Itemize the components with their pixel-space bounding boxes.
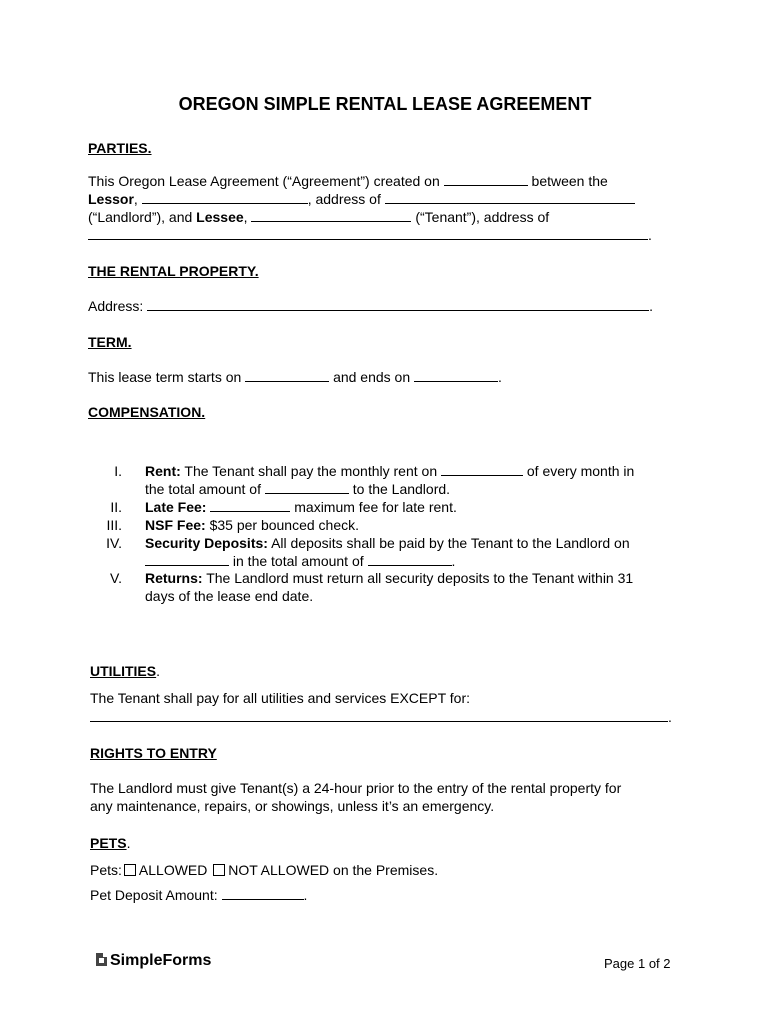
simpleforms-logo [96,951,211,971]
lessee-address-blank[interactable] [88,226,648,240]
lessor-address-blank[interactable] [385,190,635,204]
rights-to-entry-line-1: The Landlord must give Tenant(s) a 24-hour prior to the entry of the rental property for [90,780,622,796]
term-text: and ends on [333,369,411,385]
pets-heading-text: PETS [90,835,127,851]
period: . [451,553,456,569]
pet-deposit-label: Pet Deposit Amount: [90,887,218,903]
lessor-label: Lessor [88,191,134,207]
term-start-blank[interactable] [245,368,329,382]
pets-not-allowed-checkbox[interactable] [213,864,225,876]
security-deposits-label: Security Deposits: [145,535,268,551]
term-text: This lease term starts on [88,369,242,385]
period: . [648,227,652,243]
rental-property-heading: THE RENTAL PROPERTY. [88,263,259,279]
lessor-name-blank[interactable] [142,190,308,204]
utilities-exceptions-blank[interactable] [90,708,668,722]
parties-heading: PARTIES. [88,140,152,156]
term-end-blank[interactable] [414,368,498,382]
numeral-1: I. [114,463,122,479]
parties-line-1 [88,172,608,190]
parties-line-4 [88,226,652,244]
parties-text: (“Tenant”), address of [415,209,550,225]
term-heading: TERM. [88,334,132,350]
rent-line-2 [145,480,450,498]
lessee-label: Lessee [196,209,244,225]
returns-line-2: days of the lease end date. [145,588,314,604]
pets-allowed-checkbox[interactable] [124,864,136,876]
rent-day-blank[interactable] [441,462,523,476]
rent-text: of every month in [526,463,635,479]
returns-label: Returns: [145,570,203,586]
security-deposits-line-1 [145,534,630,552]
parties-text: , address of [307,191,381,207]
utilities-heading [90,662,160,680]
parties-text: This Oregon Lease Agreement (“Agreement”) created on [88,173,440,189]
pets-line [90,861,438,879]
returns-text: The Landlord must return all security deposits to the Tenant within 31 [206,570,634,586]
pets-heading [90,834,130,852]
rights-to-entry-line-2: any maintenance, repairs, or showings, unless it’s an emergency. [90,798,495,814]
late-fee-blank[interactable] [210,498,290,512]
deposit-date-blank[interactable] [145,552,229,566]
document-icon [96,953,107,966]
rights-to-entry-heading: RIGHTS TO ENTRY [90,745,217,761]
document-title: OREGON SIMPLE RENTAL LEASE AGREEMENT [178,94,592,114]
nsf-fee-label: NSF Fee: [145,517,206,533]
security-deposits-text: in the total amount of [232,553,364,569]
address-label: Address: [88,298,144,314]
returns-line-1 [145,569,633,587]
pets-allowed-label: ALLOWED [138,862,208,878]
brand-name: SimpleForms [110,952,212,969]
pet-deposit-line [90,886,307,904]
parties-line-2: Lessor, , address of [88,190,635,208]
page-number: Page 1 of 2 [604,956,671,971]
rent-text: the total amount of [145,481,261,497]
created-date-blank[interactable] [444,172,528,186]
period: . [156,663,161,679]
deposit-amount-blank[interactable] [368,552,452,566]
parties-text: between the [531,173,608,189]
period: . [126,835,131,851]
address-line [88,297,653,315]
nsf-fee-text: $35 per bounced check. [209,517,360,533]
utilities-line [90,708,672,726]
security-deposits-line-2 [145,552,455,570]
rent-label: Rent: [145,463,181,479]
rent-amount-blank[interactable] [265,480,349,494]
period: . [498,369,502,385]
pets-label: Pets: [90,862,122,878]
numeral-3: III. [106,517,122,533]
compensation-heading: COMPENSATION. [88,404,206,420]
numeral-2: II. [110,499,122,515]
period: . [668,709,672,725]
rent-text: The Tenant shall pay the monthly rent on [184,463,438,479]
numeral-5: V. [110,570,122,586]
pet-deposit-blank[interactable] [222,886,304,900]
security-deposits-text: All deposits shall be paid by the Tenant to the Landlord on [271,535,630,551]
numeral-4: IV. [106,535,122,551]
utilities-text: The Tenant shall pay for all utilities and services EXCEPT for: [90,690,470,706]
late-fee-label: Late Fee: [145,499,207,515]
utilities-heading-text: UTILITIES [90,663,157,679]
period: . [649,298,654,314]
nsf-fee-line [145,516,359,534]
rent-line-1 [145,462,634,480]
property-address-blank[interactable] [147,297,649,311]
parties-line-3: (“Landlord”), and Lessee, (“Tenant”), address of [88,209,550,225]
parties-text: (“Landlord”), and [88,209,193,225]
pets-not-allowed-label: NOT ALLOWED on the Premises. [228,862,439,878]
rent-text: to the Landlord. [352,481,451,497]
lessee-name-blank[interactable] [251,208,411,222]
period: . [303,887,308,903]
term-line [88,368,502,386]
late-fee-line [145,498,457,516]
late-fee-text: maximum fee for late rent. [294,499,457,515]
